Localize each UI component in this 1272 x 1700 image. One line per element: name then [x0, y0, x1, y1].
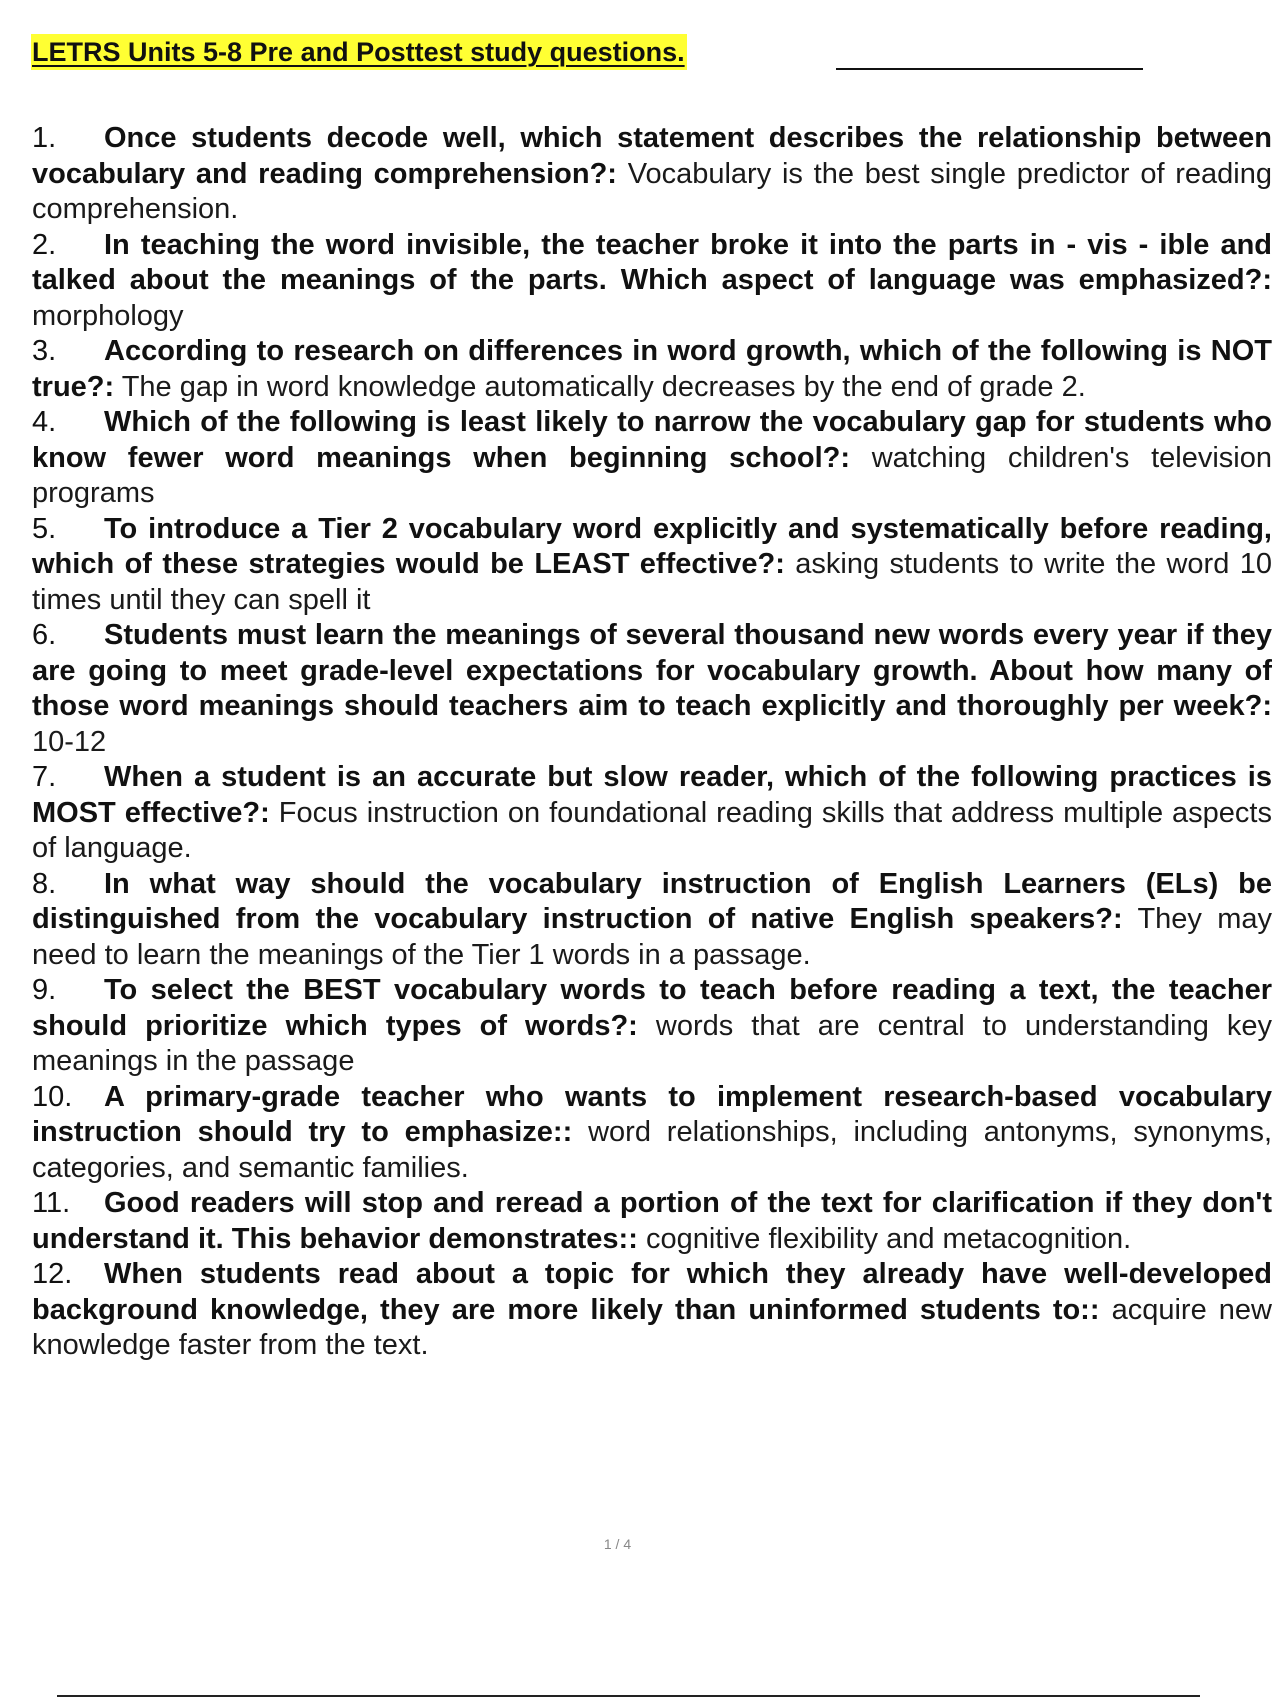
answer-text: cognitive flexibility and metacognition.: [645, 1222, 1132, 1255]
answer-text: watching children's television programs: [32, 441, 1272, 509]
question-text: When students read about a topic for which they already have well-developed background knowledge, they are more likely than uninformed students to::: [32, 1258, 1272, 1326]
question-number: 2.: [32, 228, 57, 261]
question-number: 3.: [32, 335, 57, 367]
title-row: [31, 34, 1143, 74]
question-item: [32, 228, 1272, 335]
question-text: In teaching the word invisible, the teacher broke it into the parts in - vis - ible and talked about the meanings of the parts. Which aspect of language was emphasized?:: [32, 228, 1272, 296]
question-number: 4.: [32, 406, 57, 438]
question-number: 6.: [32, 619, 57, 651]
question-number: 1.: [32, 122, 57, 154]
document-title: LETRS Units 5-8 Pre and Posttest study questions.: [31, 34, 687, 70]
question-text: Once students decode well, which statement describes the relationship between vocabulary and reading comprehension?:: [32, 122, 1272, 190]
question-list: [32, 121, 1272, 1364]
question-text: To introduce a Tier 2 vocabulary word explicitly and systematically before reading, which of these strategies would be LEAST effective?:: [32, 512, 1272, 580]
question-item: [32, 121, 1272, 228]
question-item: [32, 512, 1272, 619]
question-text: Which of the following is least likely to narrow the vocabulary gap for students who know fewer word meanings when beginning school?:: [32, 406, 1272, 474]
answer-text: acquire new knowledge faster from the text.: [32, 1293, 1272, 1361]
question-text: According to research on differences in word growth, which of the following is NOT true?:: [32, 335, 1272, 403]
question-number: 11.: [32, 1187, 71, 1219]
answer-text: morphology: [32, 299, 184, 332]
answer-text: They may need to learn the meanings of the Tier 1 words in a passage.: [32, 903, 1272, 971]
question-item: [32, 334, 1272, 405]
question-number: 5.: [32, 512, 57, 545]
question-item: [32, 1257, 1272, 1364]
question-item: [32, 618, 1272, 760]
question-item: [32, 1186, 1272, 1257]
answer-text: asking students to write the word 10 times until they can spell it: [32, 548, 1272, 616]
question-text: When a student is an accurate but slow reader, which of the following practices is MOST effective?:: [32, 761, 1272, 829]
answer-text: 10-12: [32, 725, 107, 758]
question-text: To select the BEST vocabulary words to teach before reading a text, the teacher should prioritize which types of words?:: [32, 974, 1272, 1042]
question-number: 9.: [32, 974, 57, 1006]
answer-text: The gap in word knowledge automatically decreases by the end of grade 2.: [121, 370, 1086, 403]
bottom-rule: [57, 1695, 1200, 1697]
question-item: [32, 867, 1272, 974]
page-number: 1 / 4: [603, 1536, 632, 1552]
question-item: [32, 1080, 1272, 1187]
title-underline-rule: [836, 68, 1143, 70]
answer-text: word relationships, including antonyms, synonyms, categories, and semantic families.: [32, 1116, 1272, 1184]
question-number: 8.: [32, 867, 57, 900]
question-number: 10.: [32, 1080, 73, 1113]
answer-text: Vocabulary is the best single predictor of reading comprehension.: [32, 157, 1272, 225]
question-item: [32, 760, 1272, 867]
question-text: A primary-grade teacher who wants to implement research-based vocabulary instruction should try to emphasize::: [32, 1080, 1272, 1148]
question-number: 7.: [32, 761, 57, 793]
question-item: [32, 405, 1272, 512]
answer-text: Focus instruction on foundational reading skills that address multiple aspects of language.: [32, 796, 1272, 864]
question-item: [32, 973, 1272, 1080]
question-number: 12.: [32, 1258, 73, 1290]
answer-text: words that are central to understanding key meanings in the passage: [32, 1009, 1272, 1077]
question-text: Students must learn the meanings of several thousand new words every year if they are going to meet grade-level expectations for vocabulary growth. About how many of those word meanings should teachers aim to teach explicitly and thoroughly per week?:: [32, 619, 1272, 722]
question-text: Good readers will stop and reread a portion of the text for clarification if they don't understand it. This behavior demonstrates::: [32, 1187, 1272, 1255]
question-text: In what way should the vocabulary instruction of English Learners (ELs) be distinguished from the vocabulary instruction of native English speakers?:: [32, 867, 1272, 935]
